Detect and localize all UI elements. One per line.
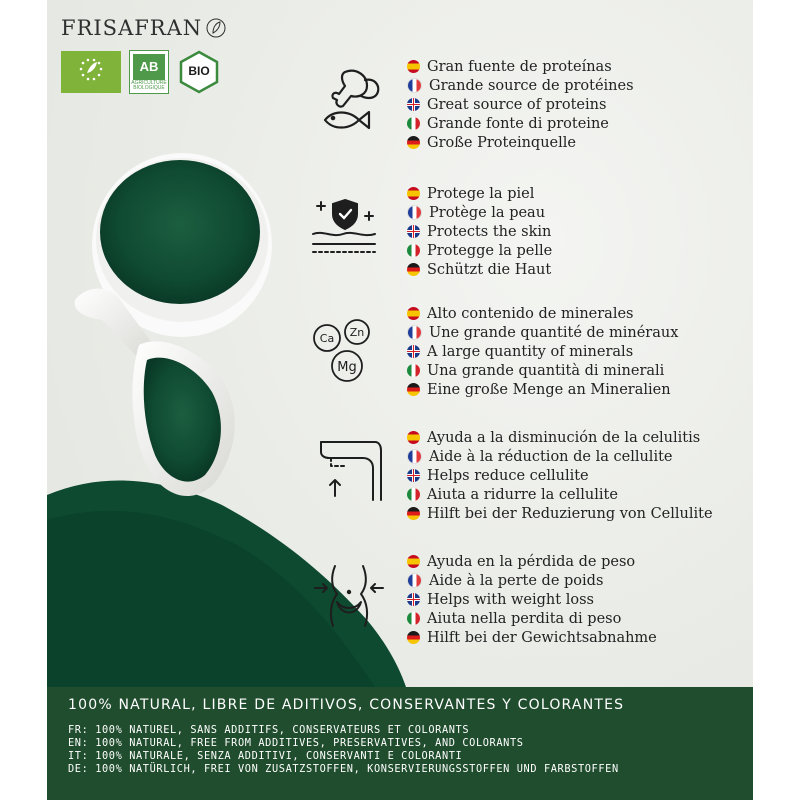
benefit-line-uk [407,222,552,241]
benefit-line-es [407,304,678,323]
benefit-line-de [407,133,634,152]
benefit-text: Ayuda en la pérdida de peso [427,553,636,570]
benefit-line-es [407,57,634,76]
benefit-line-uk [407,466,713,485]
benefit-text: Protege la piel [427,185,535,202]
italy-flag-icon [407,488,420,501]
spain-flag-icon [407,431,420,444]
benefit-proteins [407,57,634,152]
benefit-line-fr [407,447,713,466]
benefit-text: Helps reduce cellulite [427,467,589,484]
benefit-text: Helps with weight loss [427,591,594,608]
benefit-line-fr [407,323,678,342]
france-flag-icon [407,573,422,588]
benefit-skin [407,184,552,279]
benefit-line-es [407,552,657,571]
italy-flag-icon [407,364,420,377]
ab-label: AB [133,54,165,80]
france-flag-icon [407,449,422,464]
magnesium-label: Mg [337,360,357,375]
product-panel [47,0,753,800]
benefit-line-it [407,114,634,133]
brand-name: FRISAFRAN [61,16,203,40]
minerals-icon [309,316,381,388]
germany-flag-icon [407,136,420,149]
chicken-fish-icon [315,66,387,138]
benefit-line-fr [407,571,657,590]
benefit-text: Protège la peau [429,204,546,221]
benefit-line-de [407,260,552,279]
benefit-text: Aiuta a ridurre la cellulite [427,486,618,503]
benefit-line-uk [407,95,634,114]
banner-line-de: DE: 100% NATÜRLICH, FREI VON ZUSATZSTOFFEN, KONSERVIERUNGSSTOFFEN UND FARBSTOFFEN [68,763,619,775]
italy-flag-icon [407,612,420,625]
benefit-text: Hilft bei der Gewichtsabnahme [427,629,657,646]
benefit-line-de [407,504,713,523]
banner-translations [68,724,743,776]
leaf-icon [206,18,226,38]
benefit-line-es [407,184,552,203]
benefit-text: Ayuda a la disminución de la celulitis [427,429,701,446]
benefit-line-de [407,380,678,399]
skin-shield-icon [309,194,381,266]
uk-flag-icon [407,345,420,358]
certification-badges [61,50,221,94]
spain-flag-icon [407,307,420,320]
ab-organic-badge [129,50,169,94]
banner-line-fr: FR: 100% NATUREL, SANS ADDITIFS, CONSERVATEURS ET COLORANTS [68,724,470,736]
spain-flag-icon [407,555,420,568]
benefit-text: Große Proteinquelle [427,134,576,151]
benefit-text: Aiuta nella perdita di peso [427,610,622,627]
uk-flag-icon [407,593,420,606]
banner-headline: 100% NATURAL, LIBRE DE ADITIVOS, CONSERVANTES Y COLORANTES [68,697,625,713]
benefit-text: Una grande quantità di minerali [427,362,665,379]
spain-flag-icon [407,60,420,73]
benefit-line-fr [407,76,634,95]
uk-flag-icon [407,98,420,111]
france-flag-icon [407,325,422,340]
germany-flag-icon [407,383,420,396]
banner-line-it: IT: 100% NATURALE, SENZA ADDITIVI, CONSERVANTI E COLORANTI [68,750,463,762]
eu-organic-icon [61,51,121,93]
benefit-line-it [407,609,657,628]
benefit-text: Une grande quantité de minéraux [429,324,679,341]
benefit-text: Schützt die Haut [427,261,552,278]
benefit-line-de [407,628,657,647]
france-flag-icon [407,78,422,93]
spirulina-photo [47,0,753,800]
france-flag-icon [407,205,422,220]
benefit-line-es [407,428,713,447]
benefit-text: A large quantity of minerals [427,343,634,360]
ab-small-label: AGRICULTURE BIOLOGIQUE [131,80,167,91]
calcium-label: Ca [319,332,335,345]
benefit-text: Aide à la perte de poids [429,572,604,589]
benefit-line-it [407,361,678,380]
italy-flag-icon [407,117,420,130]
zinc-label: Zn [349,326,365,339]
benefit-line-uk [407,590,657,609]
benefit-line-fr [407,203,552,222]
benefit-text: Grande fonte di proteine [427,115,609,132]
germany-flag-icon [407,263,420,276]
italy-flag-icon [407,244,420,257]
uk-flag-icon [407,469,420,482]
benefit-text: Great source of proteins [427,96,607,113]
benefit-text: Aide à la réduction de la cellulite [429,448,673,465]
benefit-line-it [407,485,713,504]
banner-line-en: EN: 100% NATURAL, FREE FROM ADDITIVES, PRESERVATIVES, AND COLORANTS [68,737,524,749]
benefit-text: Grande source de protéines [429,77,634,94]
spain-flag-icon [407,187,420,200]
germany-flag-icon [407,507,420,520]
benefit-line-uk [407,342,678,361]
waist-icon [313,560,385,632]
benefit-line-it [407,241,552,260]
benefit-text: Protects the skin [427,223,552,240]
benefit-text: Protegge la pelle [427,242,553,259]
benefit-cellulite [407,428,713,523]
uk-flag-icon [407,225,420,238]
natural-claim-banner [47,687,753,800]
benefit-text: Gran fuente de proteínas [427,58,612,75]
benefit-text: Hilft bei der Reduzierung von Cellulite [427,505,713,522]
bio-label: BIO [188,64,210,78]
benefit-weight-loss [407,552,657,647]
germany-flag-icon [407,631,420,644]
cellulite-leg-icon [313,436,385,508]
benefit-text: Eine große Menge an Mineralien [427,381,671,398]
benefit-minerals [407,304,678,399]
brand-logo [61,16,226,40]
bio-badge [177,50,221,94]
benefit-text: Alto contenido de minerales [427,305,634,322]
